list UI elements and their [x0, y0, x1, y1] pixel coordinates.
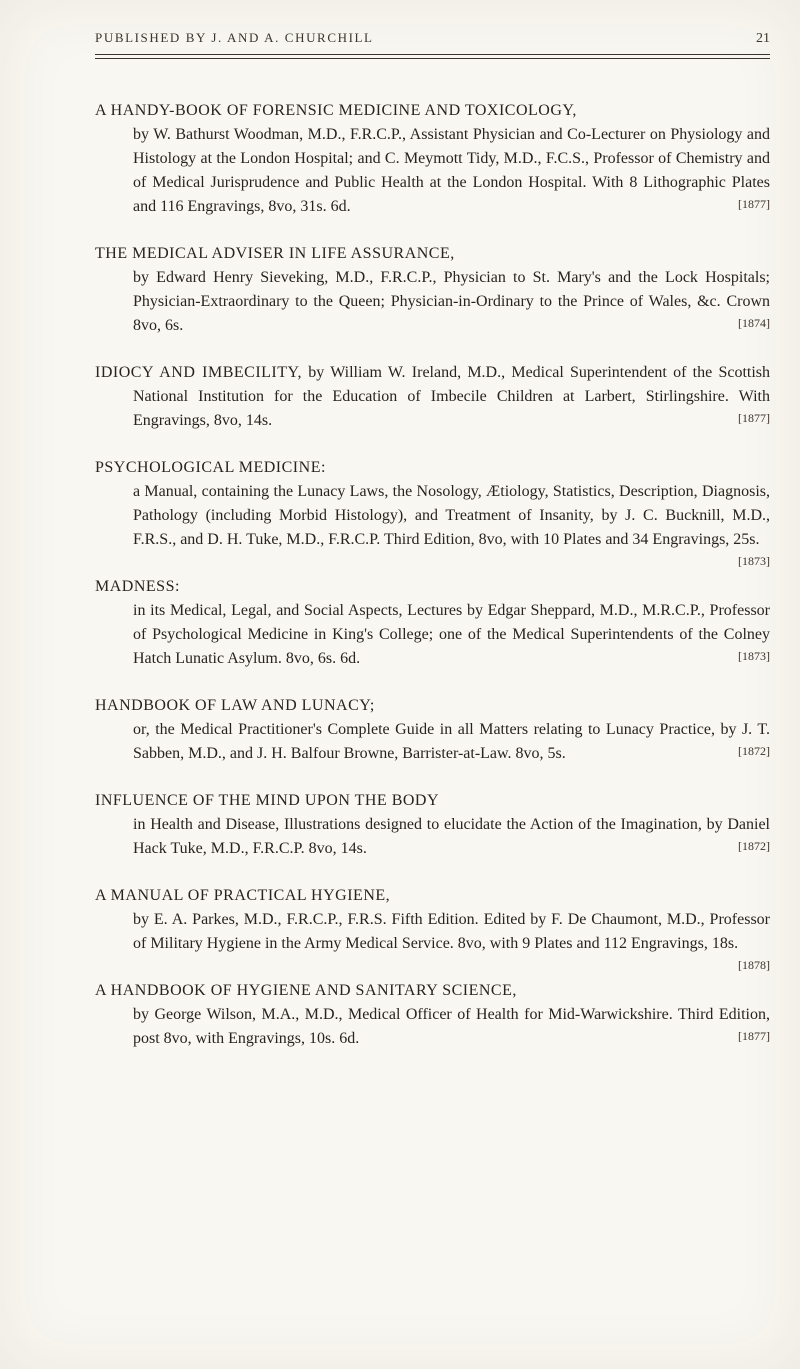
running-head	[95, 30, 770, 47]
entry-paragraph	[95, 575, 770, 671]
publication-year: [1873]	[738, 554, 770, 568]
publication-year: [1874]	[738, 316, 770, 330]
entry-paragraph	[95, 694, 770, 766]
entry-paragraph	[95, 789, 770, 861]
book-description: in Health and Disease, Illustrations designed to elucidate the Action of the Imagination, by Daniel Hack Tuke, M.D., F.R.C.P. 8vo, 14s.	[133, 816, 770, 857]
catalog-entry	[95, 242, 770, 338]
running-title: PUBLISHED BY J. AND A. CHURCHILL	[95, 30, 374, 45]
book-title: THE MEDICAL ADVISER IN LIFE ASSURANCE,	[95, 245, 455, 262]
book-description: a Manual, containing the Lunacy Laws, the Nosology, Ætiology, Statistics, Description, Diagnosis, Pathology (including Morbid Histology), and Treatment of Insanity, by J. C. Bucknill, M.D., F.R.S., and D. H. Tuke, M.D., F.R.C.P. Third Edition, 8vo, with 10 Plates and 34 Engravings, 25s.	[133, 483, 770, 548]
book-title: PSYCHOLOGICAL MEDICINE:	[95, 459, 326, 476]
entry-paragraph	[95, 99, 770, 219]
publication-year: [1872]	[738, 744, 770, 758]
entry-paragraph	[95, 884, 770, 972]
book-description: by W. Bathurst Woodman, M.D., F.R.C.P., Assistant Physician and Co-Lecturer on Physiology and Histology at the London Hospital; and C. Meymott Tidy, M.D., F.C.S., Professor of Chemistry and of Medical Jurisprudence and Public Health at the London Hospital. With 8 Lithographic Plates and 116 Engravings, 8vo, 31s. 6d.	[133, 126, 770, 215]
catalog-entry	[95, 979, 770, 1051]
publication-year: [1873]	[738, 649, 770, 663]
entry-paragraph	[95, 242, 770, 338]
book-description: by William W. Ireland, M.D., Medical Superintendent of the Scottish National Institution for the Education of Imbecile Children at Larbert, Stirlingshire. With Engravings, 8vo, 14s.	[133, 364, 771, 429]
book-title: MADNESS:	[95, 578, 180, 595]
publication-year: [1877]	[738, 1029, 770, 1043]
book-description: by George Wilson, M.A., M.D., Medical Officer of Health for Mid-Warwickshire. Third Edition, post 8vo, with Engravings, 10s. 6d.	[133, 1006, 770, 1047]
book-title: INFLUENCE OF THE MIND UPON THE BODY	[95, 792, 440, 809]
book-description: by E. A. Parkes, M.D., F.R.C.P., F.R.S. Fifth Edition. Edited by F. De Chaumont, M.D., Professor of Military Hygiene in the Army Medical Service. 8vo, with 9 Plates and 112 Engravings, 18s.	[133, 911, 770, 952]
entry-paragraph	[95, 361, 770, 433]
book-title: A MANUAL OF PRACTICAL HYGIENE,	[95, 887, 391, 904]
page-number: 21	[756, 31, 770, 46]
publication-year: [1877]	[738, 197, 770, 211]
entry-paragraph	[95, 979, 770, 1051]
book-title: A HANDBOOK OF HYGIENE AND SANITARY SCIENCE,	[95, 982, 517, 999]
header-rule	[95, 54, 770, 59]
book-list	[95, 99, 770, 1051]
book-description: or, the Medical Practitioner's Complete Guide in all Matters relating to Lunacy Practice, by J. T. Sabben, M.D., and J. H. Balfour Browne, Barrister-at-Law. 8vo, 5s.	[133, 721, 770, 762]
publication-year: [1872]	[738, 839, 770, 853]
catalog-entry	[95, 789, 770, 861]
book-description: by Edward Henry Sieveking, M.D., F.R.C.P., Physician to St. Mary's and the Lock Hospitals; Physician-Extraordinary to the Queen; Physician-in-Ordinary to the Prince of Wales, &c. Crown 8vo, 6s.	[133, 269, 770, 334]
catalog-entry	[95, 694, 770, 766]
book-title: HANDBOOK OF LAW AND LUNACY;	[95, 697, 375, 714]
book-description: in its Medical, Legal, and Social Aspects, Lectures by Edgar Sheppard, M.D., M.R.C.P., Professor of Psychological Medicine in King's College; one of the Medical Superintendents of the Colney Hatch Lunatic Asylum. 8vo, 6s. 6d.	[133, 602, 770, 667]
catalog-entry	[95, 575, 770, 671]
catalog-entry	[95, 99, 770, 219]
catalog-entry	[95, 361, 770, 433]
book-title: A HANDY-BOOK OF FORENSIC MEDICINE AND TOXICOLOGY,	[95, 102, 577, 119]
publication-year: [1878]	[738, 958, 770, 972]
catalog-entry	[95, 456, 770, 568]
book-title: IDIOCY AND IMBECILITY,	[95, 364, 303, 381]
entry-paragraph	[95, 456, 770, 568]
catalog-entry	[95, 884, 770, 972]
publication-year: [1877]	[738, 411, 770, 425]
